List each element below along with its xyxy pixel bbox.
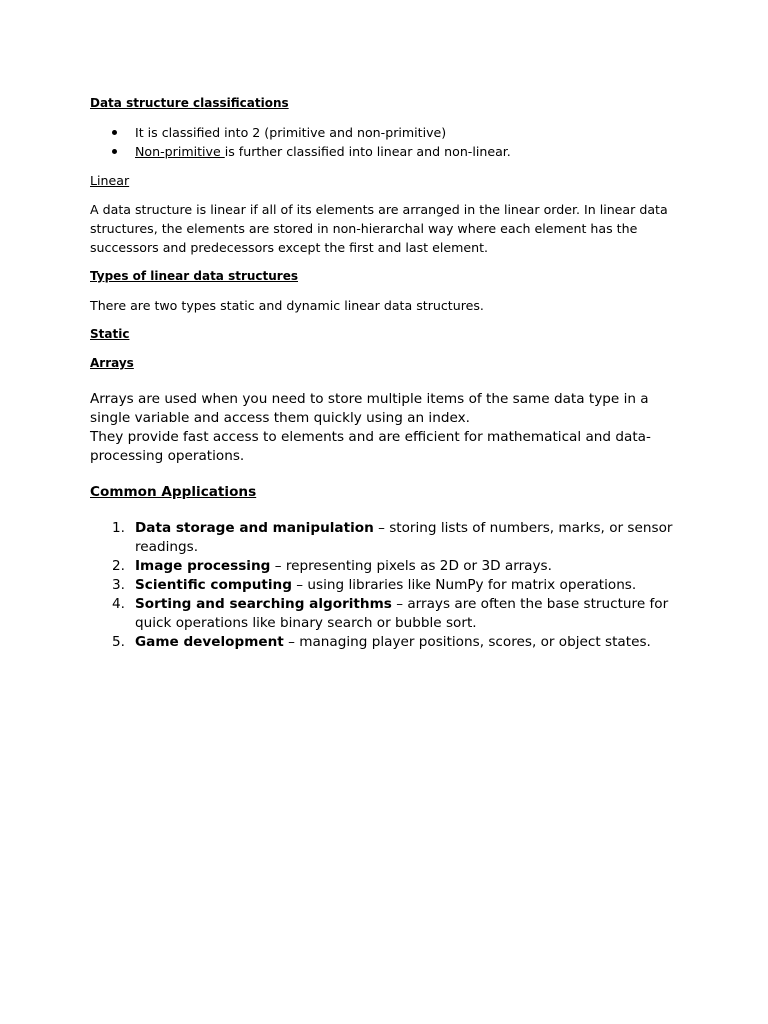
arrays-paragraph-2: They provide fast access to elements and are efficient for mathematical and data-processing operations. (90, 429, 651, 464)
bullet-dot-icon (112, 149, 117, 154)
heading-common-applications: Common Applications (90, 484, 257, 500)
applications-list (90, 519, 682, 652)
heading-linear: Linear (90, 173, 130, 188)
application-term: Image processing (135, 558, 271, 574)
bullet-item-2 (90, 142, 682, 161)
application-item-1 (90, 519, 682, 557)
application-description: – representing pixels as 2D or 3D arrays. (270, 558, 552, 574)
application-description: – storing lists of numbers, marks, or sensor readings. (135, 520, 673, 555)
application-description: – using libraries like NumPy for matrix operations. (291, 577, 637, 593)
bullet-item-1 (90, 123, 682, 142)
heading-types-of-linear: Types of linear data structures (90, 269, 299, 283)
heading-data-structure-classifications: Data structure classifications (90, 96, 289, 110)
list-number: 4. (112, 596, 125, 612)
list-number: 5. (112, 634, 125, 650)
application-item-2 (90, 557, 682, 576)
list-number: 3. (112, 577, 125, 593)
types-paragraph: There are two types static and dynamic linear data structures. (90, 298, 484, 313)
application-item-4 (90, 595, 682, 633)
list-number: 2. (112, 558, 125, 574)
application-term: Game development (135, 634, 284, 650)
bullet-underlined-term: Non-primitive (135, 144, 225, 159)
application-description: – managing player positions, scores, or object states. (283, 634, 651, 650)
application-term: Data storage and manipulation (135, 520, 374, 536)
bullet-dot-icon (112, 130, 117, 135)
linear-paragraph: A data structure is linear if all of its elements are arranged in the linear order. In linear data structures, the elements are stored in non-hierarchal way where each element has the successors and predecessors except the first and last element. (90, 202, 668, 255)
bullet-text: It is classified into 2 (primitive and non-primitive) (135, 125, 447, 140)
application-item-3 (90, 576, 682, 595)
arrays-paragraph-1: Arrays are used when you need to store multiple items of the same data type in a single variable and access them quickly using an index. (90, 391, 649, 426)
application-term: Sorting and searching algorithms (135, 596, 392, 612)
heading-arrays: Arrays (90, 356, 134, 370)
bullet-text: is further classified into linear and non-linear. (224, 144, 511, 159)
application-term: Scientific computing (135, 577, 292, 593)
application-item-5 (90, 633, 682, 652)
classification-bullet-list (90, 123, 682, 161)
heading-static: Static (90, 327, 130, 341)
application-description: – arrays are often the base structure for quick operations like binary search or bubble sort. (135, 596, 669, 631)
list-number: 1. (112, 520, 125, 536)
document-page (90, 94, 682, 652)
